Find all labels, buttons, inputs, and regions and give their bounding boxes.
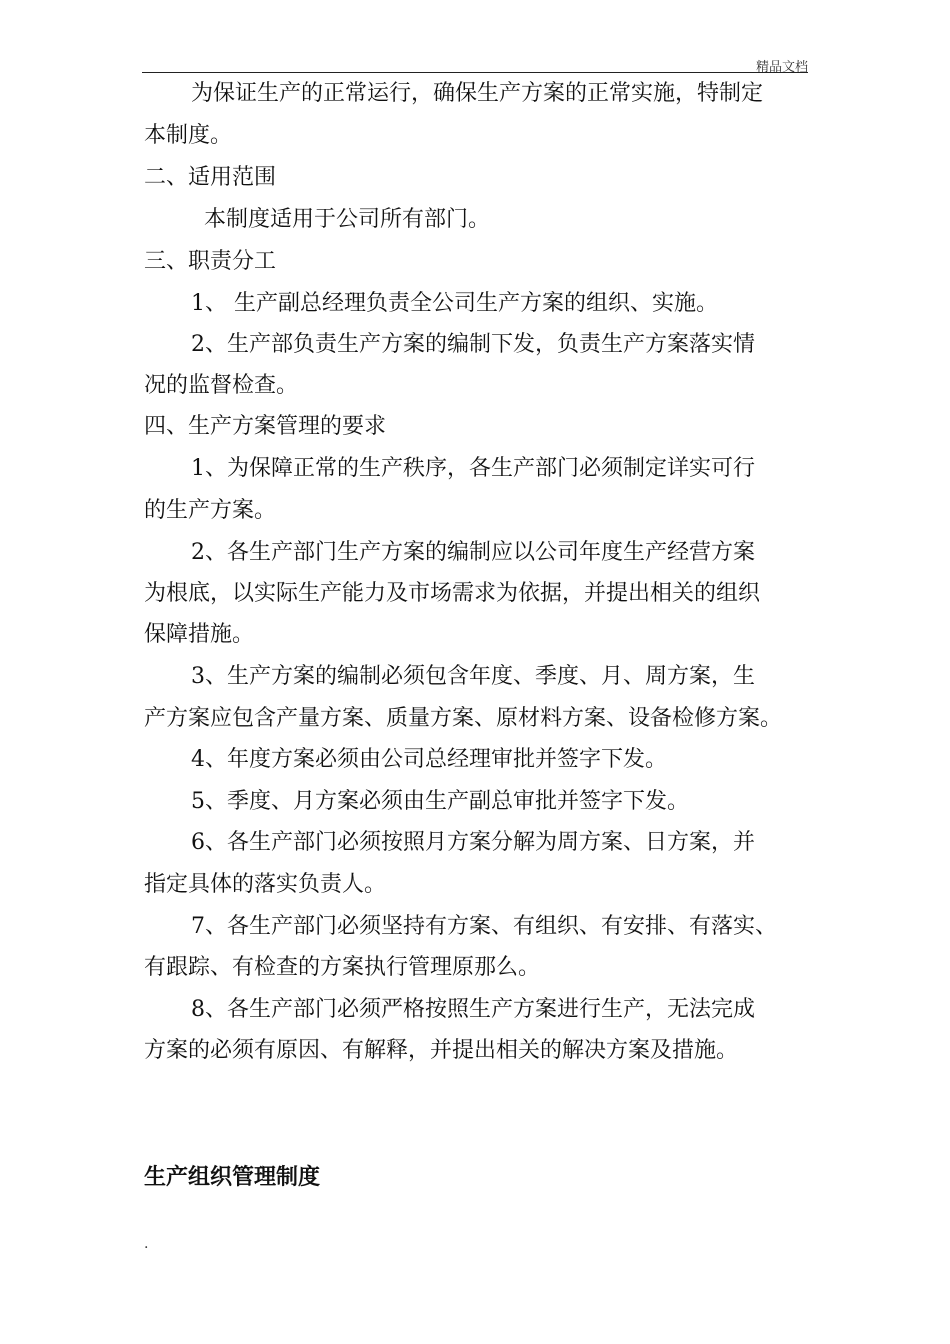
paragraph-line: 方案的必须有原因、有解释，并提出相关的解决方案及措施。 (144, 1038, 739, 1063)
paragraph-line: 的生产方案。 (144, 498, 277, 523)
paragraph-line: 本制度。 (144, 123, 233, 148)
header-rule (142, 72, 808, 73)
list-item: 7、各生产部门必须坚持有方案、有组织、有安排、有落实、 (191, 914, 777, 939)
list-item: 8、各生产部门必须严格按照生产方案进行生产，无法完成 (191, 997, 755, 1022)
list-item: 1、为保障正常的生产秩序，各生产部门必须制定详实可行 (191, 456, 755, 481)
paragraph-line: 有跟踪、有检查的方案执行管理原那么。 (144, 955, 541, 980)
paragraph-line: 为根底，以实际生产能力及市场需求为依据，并提出相关的组织 (144, 581, 761, 606)
section-title: 三、职责分工 (144, 249, 277, 274)
section-heading: 生产组织管理制度 (144, 1165, 321, 1190)
footer-mark: . (144, 1236, 149, 1252)
list-item: 5、季度、月方案必须由生产副总审批并签字下发。 (191, 789, 689, 814)
list-item: 2、生产部负责生产方案的编制下发，负责生产方案落实情 (191, 332, 755, 357)
section-title: 四、生产方案管理的要求 (144, 414, 387, 439)
paragraph-line: 指定具体的落实负责人。 (144, 872, 387, 897)
paragraph-line: 本制度适用于公司所有部门。 (204, 207, 491, 232)
section-title: 二、适用范围 (144, 165, 277, 190)
list-item: 2、各生产部门生产方案的编制应以公司年度生产经营方案 (191, 540, 755, 565)
paragraph-line: 保障措施。 (144, 622, 255, 647)
list-item: 1、 生产副总经理负责全公司生产方案的组织、实施。 (191, 291, 718, 316)
paragraph-line: 况的监督检查。 (144, 373, 299, 398)
list-item: 4、年度方案必须由公司总经理审批并签字下发。 (191, 747, 667, 772)
page-header-label: 精品文档 (755, 60, 808, 75)
list-item: 3、生产方案的编制必须包含年度、季度、月、周方案，生 (191, 664, 755, 689)
paragraph-line: 产方案应包含产量方案、质量方案、原材料方案、设备检修方案。 (144, 706, 783, 731)
list-item: 6、各生产部门必须按照月方案分解为周方案、日方案，并 (191, 830, 755, 855)
paragraph-line: 为保证生产的正常运行，确保生产方案的正常实施，特制定 (191, 81, 764, 106)
